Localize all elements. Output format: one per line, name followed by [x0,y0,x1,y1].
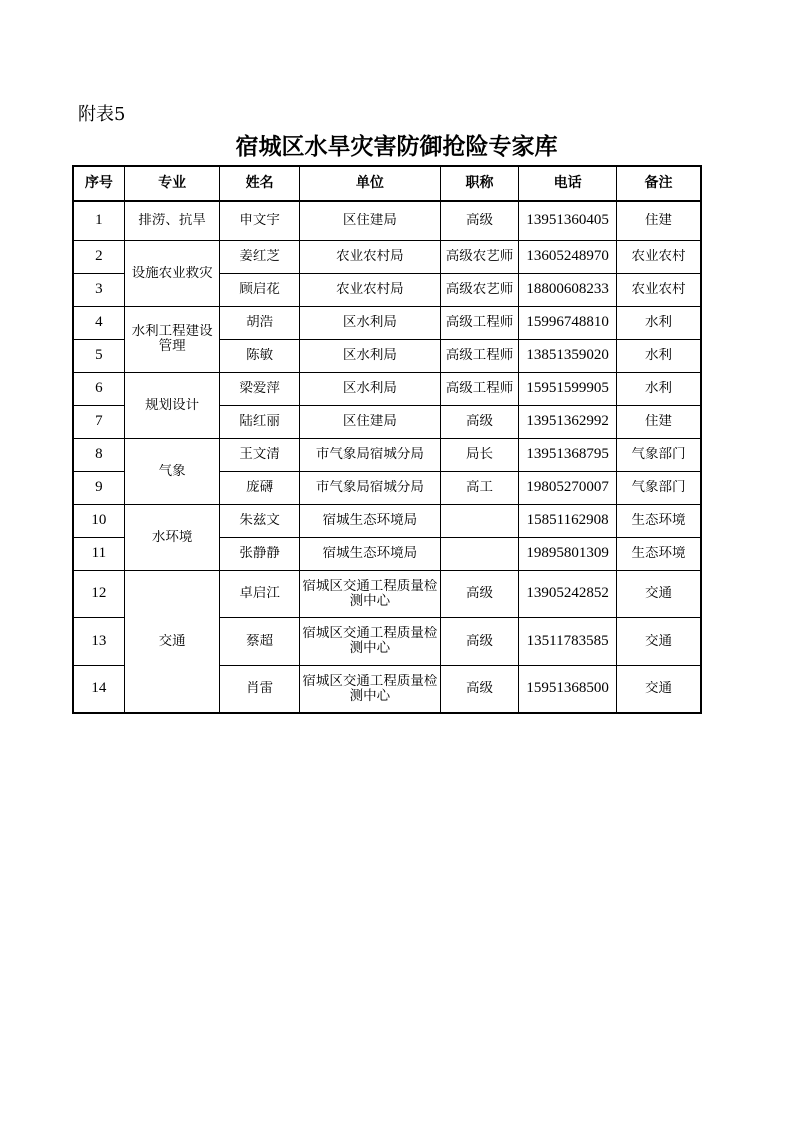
name-cell-text: 卓启江 [239,586,280,601]
phone-cell-text: 13851359020 [526,348,609,363]
name-cell-text: 蔡超 [246,633,274,649]
table-row [73,306,701,339]
specialty-cell [124,570,220,713]
phone-cell-text: 19895801309 [526,546,609,561]
note-cell-text: 气象部门 [631,480,686,495]
name-cell-text: 陈敏 [246,348,274,363]
note-cell-text: 住建 [644,213,672,229]
table-row [73,372,701,405]
row-number-cell [73,570,124,617]
unit-cell-text: 宿城区交通工程质量检测中心 [302,626,438,656]
specialty-cell [124,306,220,372]
row-number-cell [73,665,124,713]
title-cell-text: 高级工程师 [445,315,514,330]
row-number-cell [73,273,124,306]
name-cell-text: 庞礴 [246,480,274,495]
row-number-cell-text: 2 [95,249,103,264]
row-number-cell [73,504,124,537]
table-header-row [73,166,701,201]
title-cell-text: 高级 [466,681,494,697]
phone-cell-text: 13511783585 [526,633,609,649]
phone-cell-text: 15951368500 [526,681,609,697]
header-cell: 职称 [440,166,519,201]
unit-cell [299,665,440,713]
header-cell: 姓名 [220,166,300,201]
row-number-cell-text: 13 [91,633,107,649]
name-cell [220,306,300,339]
table-row [73,438,701,471]
title-cell [440,339,519,372]
row-number-cell [73,438,124,471]
phone-cell [519,504,617,537]
unit-cell [299,405,440,438]
row-number-cell-text: 4 [95,315,103,330]
title-cell [440,372,519,405]
phone-cell-text: 13951368795 [526,447,609,462]
name-cell-text: 胡浩 [246,315,274,330]
unit-cell [299,372,440,405]
row-number-cell-text: 3 [95,282,103,297]
title-cell [440,570,519,617]
name-cell [220,273,300,306]
unit-cell [299,438,440,471]
row-number-cell-text: 12 [91,586,107,601]
unit-cell-text: 区水利局 [342,315,397,330]
note-cell-text: 生态环境 [631,513,686,528]
specialty-cell [124,372,220,438]
phone-cell [519,570,617,617]
title-cell [440,405,519,438]
table-row [73,504,701,537]
note-cell [616,201,701,240]
specialty-cell [124,438,220,504]
name-cell [220,339,300,372]
name-cell [220,504,300,537]
expert-table [72,165,702,714]
row-number-cell [73,372,124,405]
table-row [73,201,701,240]
row-number-cell [73,537,124,570]
title-cell-text: 高级农艺师 [445,249,514,264]
note-cell [616,617,701,665]
note-cell-text: 水利 [644,381,672,396]
name-cell-text: 顾启花 [239,282,280,297]
table-row [73,240,701,273]
name-cell-text: 肖雷 [246,681,274,697]
name-cell-text: 陆红丽 [239,414,280,429]
phone-cell-text: 18800608233 [526,282,609,297]
name-cell-text: 申文宇 [239,213,280,229]
note-cell-text: 农业农村 [631,249,686,264]
unit-cell [299,570,440,617]
specialty-cell-text: 水利工程建设管理 [131,324,213,354]
specialty-cell-text: 气象 [158,463,186,479]
header-cell: 序号 [73,166,124,201]
phone-cell [519,240,617,273]
unit-cell-text: 区水利局 [342,348,397,363]
unit-cell-text: 宿城区交通工程质量检测中心 [302,673,438,704]
phone-cell-text: 13951362992 [526,414,609,429]
title-cell [440,240,519,273]
specialty-cell-text: 排涝、抗旱 [138,213,206,229]
note-cell [616,537,701,570]
phone-cell-text: 15951599905 [526,381,609,396]
unit-cell-text: 区住建局 [342,414,397,429]
title-cell-text: 局长 [466,447,494,462]
unit-cell-text: 农业农村局 [336,249,404,264]
phone-cell [519,405,617,438]
unit-cell-text: 农业农村局 [336,282,404,297]
title-cell-text: 高级 [466,414,494,429]
title-cell [440,537,519,570]
title-cell-text: 高级 [466,586,494,601]
row-number-cell [73,240,124,273]
note-cell [616,240,701,273]
phone-cell-text: 13951360405 [526,213,609,229]
row-number-cell-text: 8 [95,447,103,462]
specialty-cell [124,504,220,570]
row-number-cell [73,339,124,372]
title-cell [440,306,519,339]
phone-cell-text: 15996748810 [526,315,609,330]
note-cell [616,273,701,306]
name-cell [220,405,300,438]
phone-cell [519,665,617,713]
note-cell-text: 水利 [644,348,672,363]
title-cell [440,665,519,713]
row-number-cell-text: 10 [91,513,107,528]
name-cell [220,471,300,504]
title-cell [440,617,519,665]
unit-cell-text: 区住建局 [342,213,397,229]
note-cell [616,570,701,617]
title-cell-text: 高级工程师 [445,348,514,363]
note-cell-text: 住建 [644,414,672,429]
note-cell-text: 交通 [644,681,672,697]
specialty-cell-text: 水环境 [151,529,193,545]
title-cell [440,504,519,537]
phone-cell [519,617,617,665]
unit-cell [299,471,440,504]
row-number-cell-text: 7 [95,414,103,429]
row-number-cell-text: 14 [91,681,107,697]
unit-cell-text: 区水利局 [342,381,397,396]
appendix-label: 附表5 [78,104,126,125]
header-cell: 电话 [519,166,617,201]
name-cell [220,537,300,570]
note-cell [616,665,701,713]
phone-cell [519,201,617,240]
row-number-cell-text: 5 [95,348,103,363]
title-cell [440,201,519,240]
name-cell [220,438,300,471]
name-cell [220,372,300,405]
phone-cell-text: 19805270007 [526,480,609,495]
row-number-cell-text: 11 [91,546,107,561]
specialty-cell [124,201,220,240]
phone-cell [519,471,617,504]
unit-cell-text: 宿城生态环境局 [322,546,418,561]
title-cell-text: 高级 [466,213,494,229]
unit-cell [299,240,440,273]
row-number-cell [73,306,124,339]
unit-cell-text: 市气象局宿城分局 [315,447,424,462]
phone-cell [519,273,617,306]
name-cell [220,570,300,617]
row-number-cell [73,405,124,438]
row-number-cell [73,471,124,504]
name-cell-text: 姜红芝 [239,249,280,264]
phone-cell [519,306,617,339]
unit-cell-text: 宿城区交通工程质量检测中心 [302,578,438,609]
unit-cell-text: 宿城生态环境局 [322,513,418,528]
name-cell-text: 梁爱萍 [239,381,280,396]
specialty-cell [124,240,220,306]
header-cell: 备注 [616,166,701,201]
phone-cell [519,372,617,405]
note-cell [616,405,701,438]
specialty-cell-text: 交通 [158,633,186,649]
title-cell [440,438,519,471]
unit-cell [299,537,440,570]
specialty-cell-text: 规划设计 [145,397,200,413]
header-cell: 专业 [124,166,220,201]
row-number-cell-text: 6 [95,381,103,396]
name-cell-text: 王文清 [239,447,280,462]
note-cell-text: 气象部门 [631,447,686,462]
name-cell [220,617,300,665]
note-cell [616,339,701,372]
row-number-cell [73,617,124,665]
note-cell-text: 生态环境 [631,546,686,561]
specialty-cell-text: 设施农业救灾 [131,265,213,281]
unit-cell [299,306,440,339]
unit-cell [299,617,440,665]
phone-cell [519,438,617,471]
phone-cell-text: 13905242852 [526,586,609,601]
note-cell-text: 水利 [644,315,672,330]
name-cell [220,201,300,240]
note-cell-text: 农业农村 [631,282,686,297]
page-title: 宿城区水旱灾害防御抢险专家库 [235,133,558,160]
note-cell [616,438,701,471]
note-cell-text: 交通 [644,586,672,601]
title-cell-text: 高级农艺师 [445,282,514,297]
row-number-cell-text: 1 [95,213,103,229]
title-cell-text: 高级 [466,633,494,649]
note-cell-text: 交通 [644,633,672,649]
title-cell-text: 高工 [466,480,494,495]
header-cell: 单位 [299,166,440,201]
note-cell [616,372,701,405]
unit-cell [299,201,440,240]
title-cell [440,273,519,306]
table-row [73,570,701,617]
unit-cell [299,273,440,306]
phone-cell-text: 15851162908 [526,513,609,528]
unit-cell-text: 市气象局宿城分局 [315,480,424,495]
unit-cell [299,504,440,537]
phone-cell [519,339,617,372]
table-body [73,201,701,713]
name-cell [220,240,300,273]
note-cell [616,306,701,339]
name-cell [220,665,300,713]
name-cell-text: 张静静 [239,546,280,561]
title-cell-text: 高级工程师 [445,381,514,396]
row-number-cell-text: 9 [95,480,103,495]
note-cell [616,504,701,537]
unit-cell [299,339,440,372]
phone-cell-text: 13605248970 [526,249,609,264]
row-number-cell [73,201,124,240]
phone-cell [519,537,617,570]
title-cell [440,471,519,504]
note-cell [616,471,701,504]
name-cell-text: 朱兹文 [239,513,280,528]
